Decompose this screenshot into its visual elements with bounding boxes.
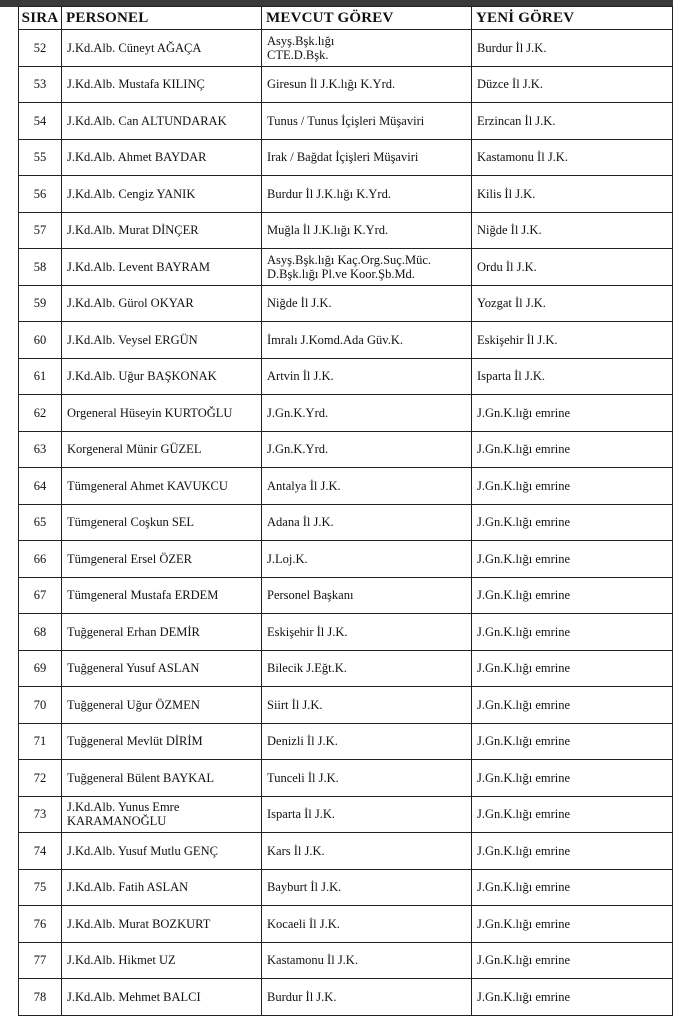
cell-mevcut-line: CTE.D.Bşk. — [267, 47, 329, 62]
cell-mevcut-gorev: Giresun İl J.K.lığı K.Yrd. — [262, 66, 472, 103]
cell-personel-line: J.Kd.Alb. Yunus Emre — [67, 800, 180, 815]
header-sira: SIRA — [19, 7, 62, 30]
cell-mevcut-gorev — [262, 249, 472, 286]
cell-sira: 58 — [19, 249, 62, 286]
cell-personel: Orgeneral Hüseyin KURTOĞLU — [62, 395, 262, 432]
cell-sira: 70 — [19, 687, 62, 724]
table-row — [19, 906, 673, 943]
cell-sira: 77 — [19, 942, 62, 979]
cell-yeni-gorev: J.Gn.K.lığı emrine — [472, 869, 673, 906]
cell-personel: Korgeneral Münir GÜZEL — [62, 431, 262, 468]
cell-mevcut-gorev: Artvin İl J.K. — [262, 358, 472, 395]
cell-yeni-gorev: J.Gn.K.lığı emrine — [472, 468, 673, 505]
cell-mevcut-gorev: Muğla İl J.K.lığı K.Yrd. — [262, 212, 472, 249]
cell-yeni-gorev: J.Gn.K.lığı emrine — [472, 431, 673, 468]
cell-sira: 66 — [19, 541, 62, 578]
table-row — [19, 650, 673, 687]
table-row — [19, 614, 673, 651]
cell-mevcut-gorev: J.Gn.K.Yrd. — [262, 431, 472, 468]
cell-personel: Tümgeneral Ahmet KAVUKCU — [62, 468, 262, 505]
cell-yeni-gorev: J.Gn.K.lığı emrine — [472, 395, 673, 432]
cell-sira: 68 — [19, 614, 62, 651]
cell-mevcut-gorev: Isparta İl J.K. — [262, 796, 472, 833]
cell-sira: 71 — [19, 723, 62, 760]
cell-yeni-gorev: J.Gn.K.lığı emrine — [472, 650, 673, 687]
cell-mevcut-gorev: Tunceli İl J.K. — [262, 760, 472, 797]
cell-yeni-gorev: Erzincan İl J.K. — [472, 103, 673, 140]
cell-sira: 52 — [19, 30, 62, 67]
table-row — [19, 468, 673, 505]
table-row — [19, 577, 673, 614]
cell-personel: J.Kd.Alb. Hikmet UZ — [62, 942, 262, 979]
cell-yeni-gorev: J.Gn.K.lığı emrine — [472, 541, 673, 578]
cell-yeni-gorev: J.Gn.K.lığı emrine — [472, 723, 673, 760]
cell-personel: Tuğgeneral Erhan DEMİR — [62, 614, 262, 651]
table-row — [19, 431, 673, 468]
cell-sira: 59 — [19, 285, 62, 322]
cell-personel: Tuğgeneral Mevlüt DİRİM — [62, 723, 262, 760]
table-row — [19, 212, 673, 249]
cell-personel: J.Kd.Alb. Uğur BAŞKONAK — [62, 358, 262, 395]
cell-personel: Tuğgeneral Yusuf ASLAN — [62, 650, 262, 687]
cell-mevcut-line: Asyş.Bşk.lığı — [267, 33, 335, 48]
cell-sira: 53 — [19, 66, 62, 103]
cell-sira: 55 — [19, 139, 62, 176]
cell-yeni-gorev: Yozgat İl J.K. — [472, 285, 673, 322]
cell-sira: 57 — [19, 212, 62, 249]
cell-mevcut-gorev: Kocaeli İl J.K. — [262, 906, 472, 943]
cell-mevcut-gorev: Denizli İl J.K. — [262, 723, 472, 760]
cell-sira: 74 — [19, 833, 62, 870]
cell-mevcut-gorev: Irak / Bağdat İçişleri Müşaviri — [262, 139, 472, 176]
header-mevcut-gorev: MEVCUT GÖREV — [262, 7, 472, 30]
table-row — [19, 66, 673, 103]
cell-personel: J.Kd.Alb. Gürol OKYAR — [62, 285, 262, 322]
cell-personel: J.Kd.Alb. Veysel ERGÜN — [62, 322, 262, 359]
table-row — [19, 504, 673, 541]
cell-personel: J.Kd.Alb. Cüneyt AĞAÇA — [62, 30, 262, 67]
cell-mevcut-gorev: Burdur İl J.K.lığı K.Yrd. — [262, 176, 472, 213]
table-body — [19, 30, 673, 1016]
table-row — [19, 979, 673, 1016]
cell-mevcut-gorev: Tunus / Tunus İçişleri Müşaviri — [262, 103, 472, 140]
cell-mevcut-gorev: Adana İl J.K. — [262, 504, 472, 541]
cell-sira: 65 — [19, 504, 62, 541]
cell-yeni-gorev: J.Gn.K.lığı emrine — [472, 577, 673, 614]
cell-yeni-gorev: Niğde İl J.K. — [472, 212, 673, 249]
cell-mevcut-gorev: Personel Başkanı — [262, 577, 472, 614]
table-row — [19, 249, 673, 286]
cell-sira: 54 — [19, 103, 62, 140]
cell-personel: J.Kd.Alb. Mustafa KILINÇ — [62, 66, 262, 103]
table-row — [19, 139, 673, 176]
cell-sira: 69 — [19, 650, 62, 687]
cell-sira: 76 — [19, 906, 62, 943]
cell-personel: J.Kd.Alb. Ahmet BAYDAR — [62, 139, 262, 176]
cell-yeni-gorev: J.Gn.K.lığı emrine — [472, 796, 673, 833]
table-row — [19, 541, 673, 578]
cell-sira: 78 — [19, 979, 62, 1016]
cell-personel: J.Kd.Alb. Can ALTUNDARAK — [62, 103, 262, 140]
cell-yeni-gorev: J.Gn.K.lığı emrine — [472, 942, 673, 979]
cell-sira: 62 — [19, 395, 62, 432]
cell-yeni-gorev: J.Gn.K.lığı emrine — [472, 687, 673, 724]
cell-sira: 64 — [19, 468, 62, 505]
cell-personel: Tümgeneral Ersel ÖZER — [62, 541, 262, 578]
table-row — [19, 358, 673, 395]
cell-personel: Tümgeneral Coşkun SEL — [62, 504, 262, 541]
cell-mevcut-gorev: Niğde İl J.K. — [262, 285, 472, 322]
table-row — [19, 760, 673, 797]
table-row — [19, 869, 673, 906]
cell-yeni-gorev: Burdur İl J.K. — [472, 30, 673, 67]
cell-sira: 75 — [19, 869, 62, 906]
cell-mevcut-gorev: Burdur İl J.K. — [262, 979, 472, 1016]
table-row — [19, 103, 673, 140]
cell-mevcut-gorev: J.Gn.K.Yrd. — [262, 395, 472, 432]
cell-personel: J.Kd.Alb. Yusuf Mutlu GENÇ — [62, 833, 262, 870]
cell-personel: J.Kd.Alb. Fatih ASLAN — [62, 869, 262, 906]
table-row — [19, 723, 673, 760]
cell-mevcut-line: D.Bşk.lığı Pl.ve Koor.Şb.Md. — [267, 266, 415, 281]
cell-personel: J.Kd.Alb. Cengiz YANIK — [62, 176, 262, 213]
cell-yeni-gorev: J.Gn.K.lığı emrine — [472, 760, 673, 797]
table-row — [19, 796, 673, 833]
cell-personel — [62, 796, 262, 833]
cell-personel: J.Kd.Alb. Levent BAYRAM — [62, 249, 262, 286]
cell-personel: J.Kd.Alb. Murat BOZKURT — [62, 906, 262, 943]
table-header-row — [19, 7, 673, 30]
cell-mevcut-line: Asyş.Bşk.lığı Kaç.Org.Suç.Müc. — [267, 252, 432, 267]
cell-personel: Tuğgeneral Bülent BAYKAL — [62, 760, 262, 797]
cell-sira: 72 — [19, 760, 62, 797]
table-row — [19, 942, 673, 979]
cell-sira: 63 — [19, 431, 62, 468]
personnel-assignment-table — [18, 6, 673, 1016]
table-row — [19, 687, 673, 724]
cell-mevcut-gorev: Eskişehir İl J.K. — [262, 614, 472, 651]
cell-sira: 61 — [19, 358, 62, 395]
cell-mevcut-gorev: Siirt İl J.K. — [262, 687, 472, 724]
cell-personel: Tuğgeneral Uğur ÖZMEN — [62, 687, 262, 724]
cell-yeni-gorev: J.Gn.K.lığı emrine — [472, 833, 673, 870]
cell-mevcut-gorev: Kastamonu İl J.K. — [262, 942, 472, 979]
table-row — [19, 833, 673, 870]
cell-mevcut-gorev: Kars İl J.K. — [262, 833, 472, 870]
cell-yeni-gorev: Kilis İl J.K. — [472, 176, 673, 213]
cell-yeni-gorev: Kastamonu İl J.K. — [472, 139, 673, 176]
cell-mevcut-gorev: Antalya İl J.K. — [262, 468, 472, 505]
cell-yeni-gorev: J.Gn.K.lığı emrine — [472, 906, 673, 943]
cell-yeni-gorev: Düzce İl J.K. — [472, 66, 673, 103]
cell-personel: J.Kd.Alb. Mehmet BALCI — [62, 979, 262, 1016]
cell-sira: 67 — [19, 577, 62, 614]
cell-yeni-gorev: Ordu İl J.K. — [472, 249, 673, 286]
table-row — [19, 395, 673, 432]
cell-mevcut-gorev: Bilecik J.Eğt.K. — [262, 650, 472, 687]
cell-personel: J.Kd.Alb. Murat DİNÇER — [62, 212, 262, 249]
table-row — [19, 30, 673, 67]
cell-yeni-gorev: Eskişehir İl J.K. — [472, 322, 673, 359]
cell-personel: Tümgeneral Mustafa ERDEM — [62, 577, 262, 614]
header-personel: PERSONEL — [62, 7, 262, 30]
cell-yeni-gorev: J.Gn.K.lığı emrine — [472, 979, 673, 1016]
cell-yeni-gorev: Isparta İl J.K. — [472, 358, 673, 395]
cell-mevcut-gorev: İmralı J.Komd.Ada Güv.K. — [262, 322, 472, 359]
cell-mevcut-gorev — [262, 30, 472, 67]
table-row — [19, 285, 673, 322]
cell-mevcut-gorev: Bayburt İl J.K. — [262, 869, 472, 906]
cell-yeni-gorev: J.Gn.K.lığı emrine — [472, 504, 673, 541]
cell-mevcut-gorev: J.Loj.K. — [262, 541, 472, 578]
header-yeni-gorev: YENİ GÖREV — [472, 7, 673, 30]
cell-sira: 73 — [19, 796, 62, 833]
cell-sira: 60 — [19, 322, 62, 359]
table-row — [19, 176, 673, 213]
table-row — [19, 322, 673, 359]
cell-yeni-gorev: J.Gn.K.lığı emrine — [472, 614, 673, 651]
cell-personel-line: KARAMANOĞLU — [67, 814, 167, 829]
cell-sira: 56 — [19, 176, 62, 213]
